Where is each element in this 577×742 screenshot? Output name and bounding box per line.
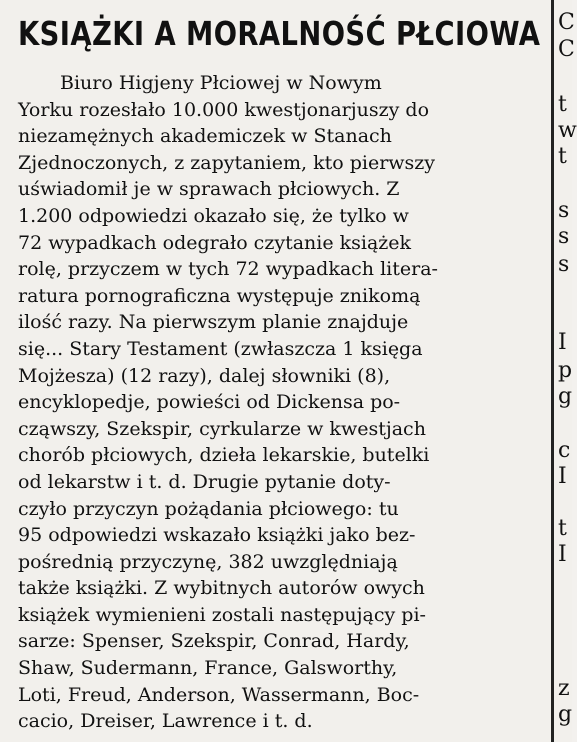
article-line: 1.200 odpowiedzi okazało się, że tylko w xyxy=(18,204,409,227)
article-line: 72 wypadkach odegrało czytanie książek xyxy=(18,231,412,254)
article-line: niezamężnych akademiczek w Stanach xyxy=(18,125,392,148)
article-line: cząwszy, Szekspir, cyrkularze w kwestjach xyxy=(18,417,426,440)
adjacent-fragment: w xyxy=(558,118,577,143)
article-line: książek wymienieni zostali następujący pi- xyxy=(18,603,426,626)
article-body xyxy=(18,70,542,735)
adjacent-fragment: I xyxy=(558,542,567,567)
article-line: Yorku rozesłało 10.000 kwestjonarjuszy do xyxy=(18,98,430,121)
adjacent-fragment: s xyxy=(558,252,570,277)
article-line: od lekarstw i t. d. Drugie pytanie doty- xyxy=(18,470,391,493)
article-line: cacio, Dreiser, Lawrence i t. d. xyxy=(18,710,313,733)
article-title: KSIĄŻKI A MORALNOŚĆ PŁCIOWA xyxy=(18,14,541,53)
article-line: rolę, przyczem w tych 72 wypadkach litera- xyxy=(18,258,438,281)
article-line: pośrednią przyczynę, 382 uwzględniają xyxy=(18,550,398,573)
adjacent-fragment: t xyxy=(558,516,567,541)
adjacent-fragment: s xyxy=(558,198,570,223)
article-line: czyło przyczyn pożądania płciowego: tu xyxy=(18,497,399,520)
article-line: ratura pornograficzna występuje znikomą xyxy=(18,284,421,307)
adjacent-fragment: p xyxy=(558,358,573,383)
adjacent-fragment: g xyxy=(558,384,573,409)
article-line: sarze: Spenser, Szekspir, Conrad, Hardy, xyxy=(18,630,410,653)
adjacent-fragment: c xyxy=(558,438,571,463)
article-line: uświadomił je w sprawach płciowych. Z xyxy=(18,178,400,201)
article-line: Biuro Higjeny Płciowej w Nowym xyxy=(60,72,382,94)
adjacent-fragment: t xyxy=(558,92,567,117)
adjacent-fragment: g xyxy=(558,702,573,727)
adjacent-fragment: C xyxy=(558,37,575,62)
article-line: 95 odpowiedzi wskazało książki jako bez- xyxy=(18,524,416,547)
column-divider xyxy=(551,0,554,742)
article-line: Mojżesza) (12 razy), dalej słowniki (8), xyxy=(18,364,391,387)
adjacent-fragment: I xyxy=(558,330,567,355)
adjacent-fragment: t xyxy=(558,144,567,169)
adjacent-fragment: C xyxy=(558,10,575,35)
article-line: ilość razy. Na pierwszym planie znajduje xyxy=(18,311,409,334)
article-line: encyklopedje, powieści od Dickensa po- xyxy=(18,391,401,414)
article-line: Loti, Freud, Anderson, Wassermann, Boc- xyxy=(18,683,420,706)
adjacent-fragment: z xyxy=(558,676,570,701)
article-line: także książki. Z wybitnych autorów owych xyxy=(18,577,425,600)
article-line: Shaw, Sudermann, France, Galsworthy, xyxy=(18,657,398,680)
adjacent-column-fragment xyxy=(557,0,577,742)
adjacent-fragment: I xyxy=(558,464,567,489)
adjacent-fragment: s xyxy=(558,224,570,249)
article-line: chorób płciowych, dzieła lekarskie, butelki xyxy=(18,444,430,467)
article-line: Zjednoczonych, z zapytaniem, kto pierwszy xyxy=(18,151,436,174)
article-line: się... Stary Testament (zwłaszcza 1 księga xyxy=(18,337,423,360)
